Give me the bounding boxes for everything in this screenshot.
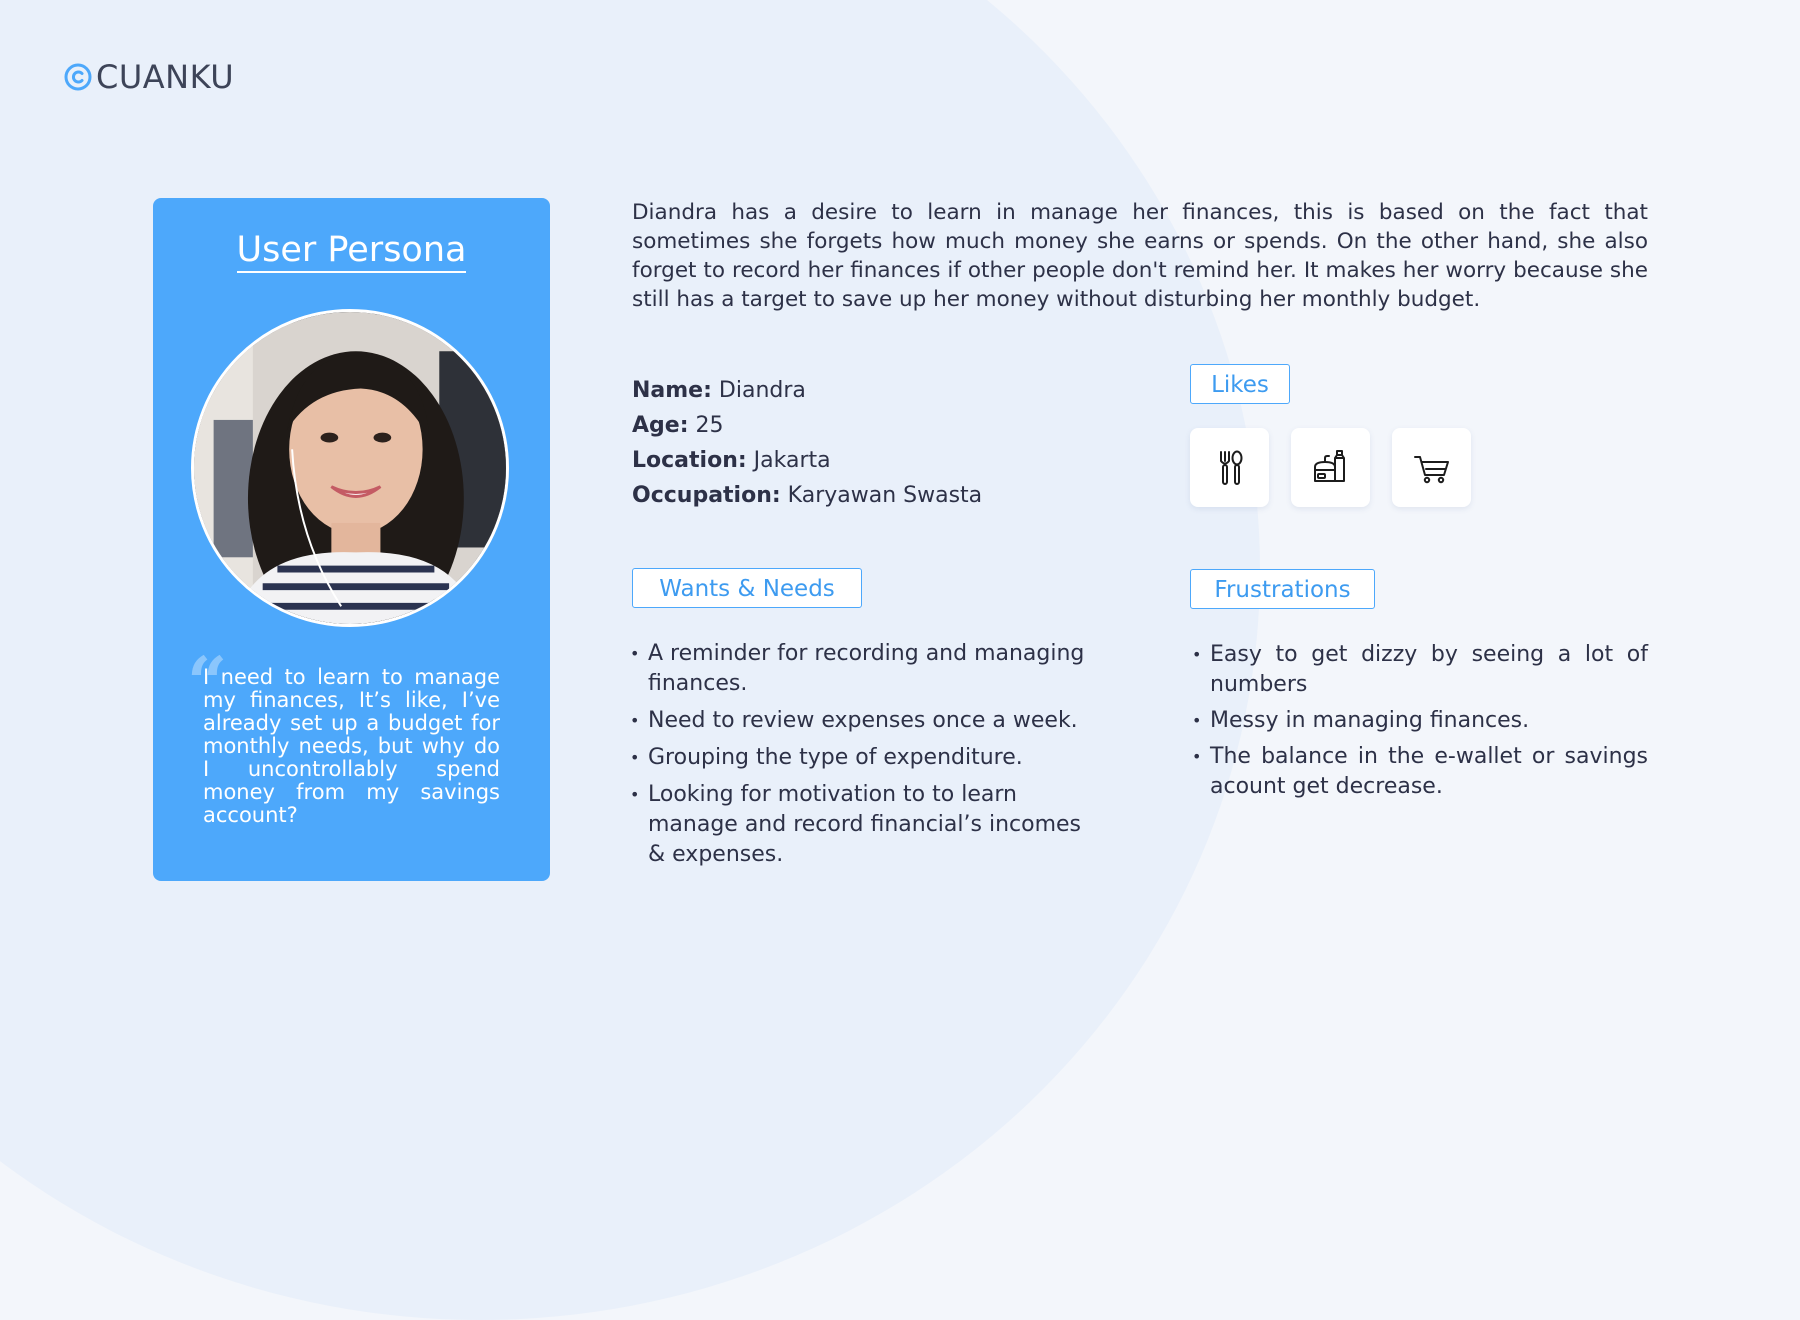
avatar-photo (194, 312, 506, 624)
info-name-label: Name: (632, 378, 712, 403)
info-name-value: Diandra (718, 378, 806, 403)
card-title (153, 230, 550, 270)
info-location (632, 443, 982, 478)
list-item: • The balance in the e-wallet or savings acount get decrease. (1192, 742, 1648, 802)
list-item: • A reminder for recording and managing finances. (630, 639, 1100, 699)
info-location-value: Jakarta (753, 448, 831, 473)
brand-logo (64, 58, 234, 96)
persona-quote: I need to learn to manage my finances, It’s like, I’ve already set up a budget for monthly needs, but why do I uncontrollably spend money from my savings account? (203, 665, 500, 827)
persona-info (632, 373, 982, 513)
card-title-text: User Persona (237, 230, 467, 273)
info-age-label: Age: (632, 413, 689, 438)
avatar (191, 309, 509, 627)
info-occupation-label: Occupation: (632, 483, 781, 508)
frustrations-list (1192, 640, 1648, 808)
info-age-value: 25 (695, 413, 724, 438)
persona-card (153, 198, 550, 881)
like-item-shopping (1392, 428, 1471, 507)
frustrations-tag: Frustrations (1190, 569, 1375, 609)
likes-tag: Likes (1190, 364, 1290, 404)
info-occupation-value: Karyawan Swasta (787, 483, 983, 508)
persona-description: Diandra has a desire to learn in manage her finances, this is based on the fact that sometimes she forgets how much money she earns or spends. On the other hand, she also forget to record her finances if other people don't remind her. It makes her worry because she still has a target to save up her money without disturbing her monthly budget. (632, 200, 1648, 312)
like-item-cosmetics (1291, 428, 1370, 507)
info-location-label: Location: (632, 448, 747, 473)
info-age (632, 408, 982, 443)
list-item: • Grouping the type of expenditure. (630, 743, 1100, 773)
list-item: • Looking for motivation to to learn manage and record financial’s incomes & expenses. (630, 780, 1100, 870)
quote-icon: “ (187, 641, 228, 724)
info-name (632, 373, 982, 408)
cosmetics-icon (1308, 445, 1354, 491)
fork-spoon-icon (1207, 445, 1253, 491)
list-item: • Messy in managing finances. (1192, 706, 1648, 736)
shopping-cart-icon (1409, 445, 1455, 491)
wants-needs-list (630, 639, 1100, 877)
likes-icons (1190, 428, 1471, 507)
brand-name: CUANKU (96, 58, 235, 96)
list-item: • Easy to get dizzy by seeing a lot of numbers (1192, 640, 1648, 700)
list-item: • Need to review expenses once a week. (630, 706, 1100, 736)
info-occupation (632, 478, 982, 513)
coin-c-icon (64, 63, 92, 91)
like-item-food (1190, 428, 1269, 507)
wants-needs-tag: Wants & Needs (632, 568, 862, 608)
